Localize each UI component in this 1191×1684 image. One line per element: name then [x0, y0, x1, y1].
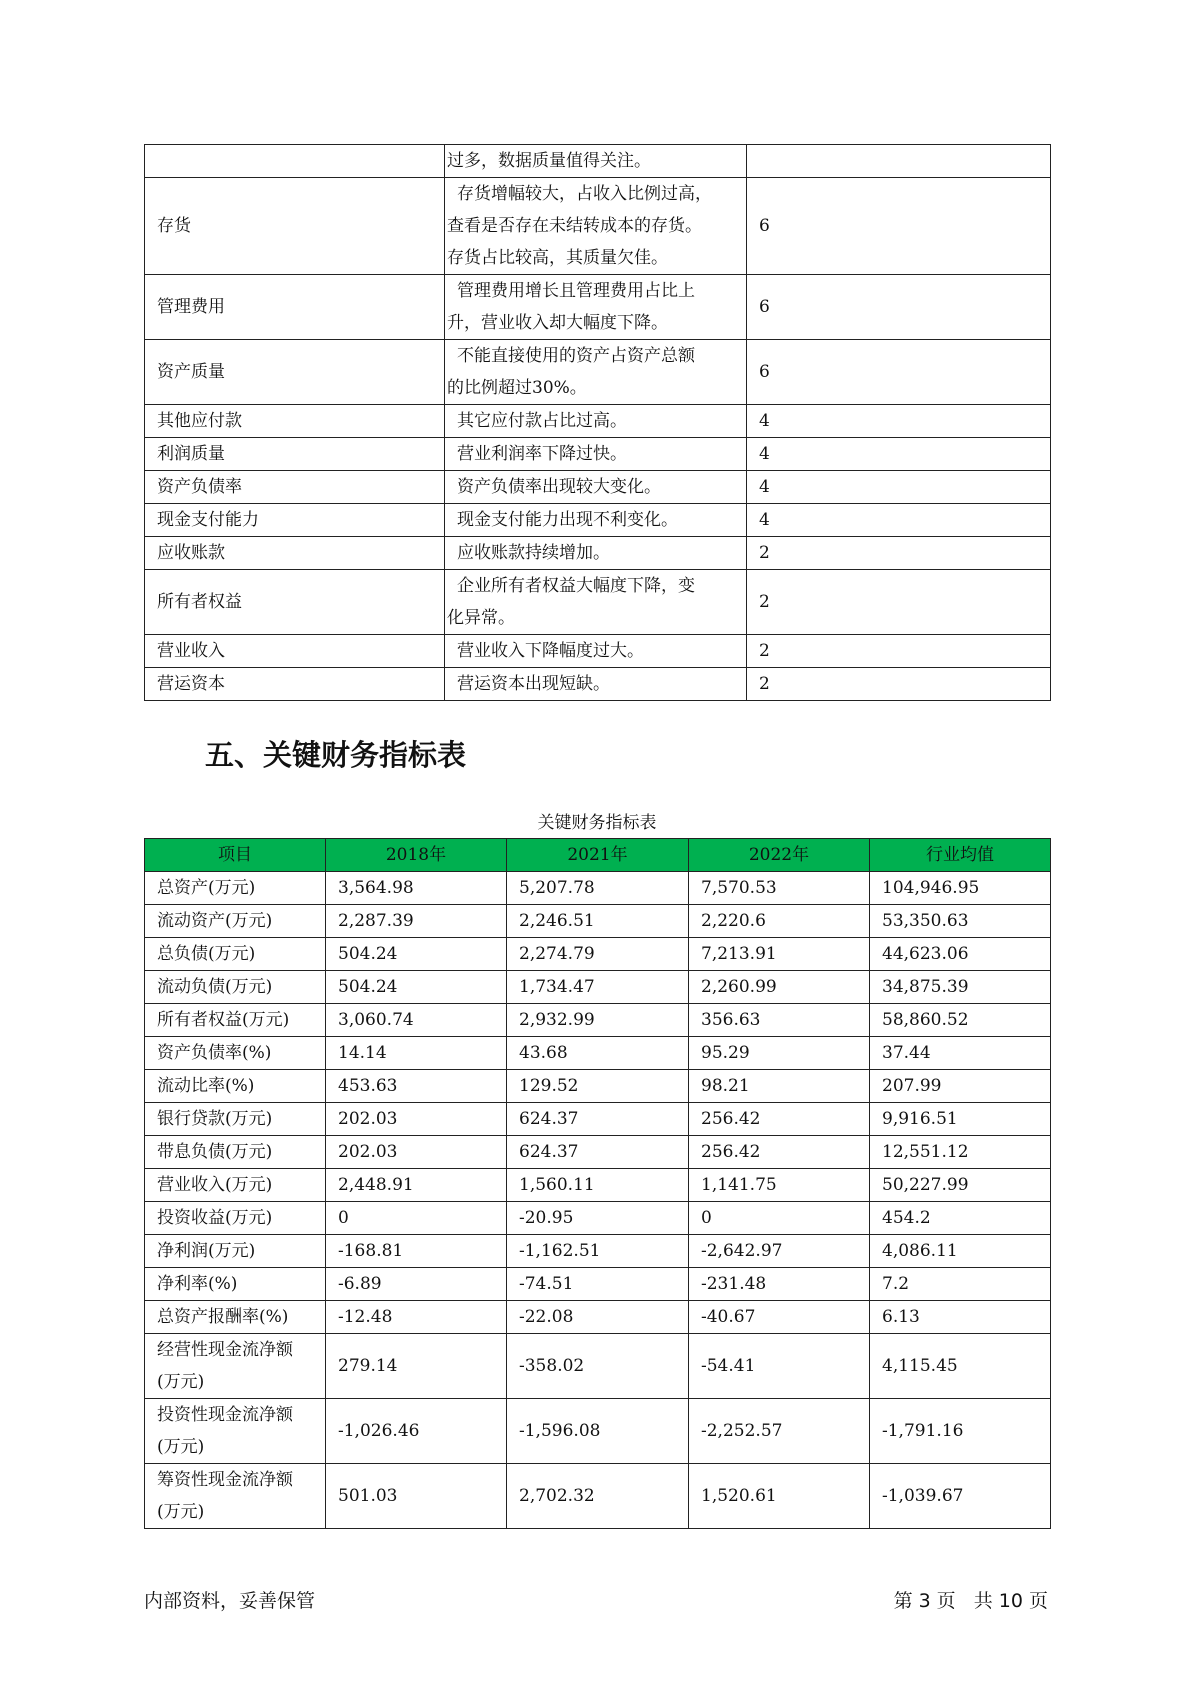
header-cell-2021: 2021年 [507, 839, 689, 872]
risk-description-line: 升，营业收入却大幅度下降。 [447, 313, 668, 333]
kpi-metric-name-cell [145, 1464, 326, 1529]
kpi-metric-name-line: (万元) [157, 1502, 205, 1522]
kpi-value-cell: 0 [689, 1202, 870, 1235]
kpi-row [145, 1103, 1051, 1136]
risk-description-line: 企业所有者权益大幅度下降，变 [457, 576, 695, 596]
kpi-metric-name-line: 净利润(万元) [157, 1241, 256, 1261]
risk-description-cell [445, 635, 747, 668]
kpi-row [145, 1399, 1051, 1464]
kpi-value-cell: 2,274.79 [507, 938, 689, 971]
kpi-row [145, 1301, 1051, 1334]
kpi-value-cell: 43.68 [507, 1037, 689, 1070]
kpi-row [145, 1136, 1051, 1169]
risk-description-cell [445, 537, 747, 570]
risk-row [145, 471, 1051, 504]
header-cell-industry-avg: 行业均值 [870, 839, 1051, 872]
kpi-metric-name-line: 带息负债(万元) [157, 1142, 273, 1162]
risk-score-cell: 6 [747, 340, 1051, 405]
kpi-metric-name-cell [145, 905, 326, 938]
kpi-value-cell: 453.63 [326, 1070, 507, 1103]
kpi-metric-name-cell [145, 971, 326, 1004]
section-title: 五、关键财务指标表 [205, 738, 467, 772]
kpi-row [145, 1004, 1051, 1037]
risk-row [145, 570, 1051, 635]
risk-description-cell [445, 668, 747, 701]
kpi-value-cell: 207.99 [870, 1070, 1051, 1103]
kpi-metric-name-line: 投资性现金流净额 [157, 1405, 293, 1425]
risk-score-cell: 4 [747, 504, 1051, 537]
kpi-value-cell: 58,860.52 [870, 1004, 1051, 1037]
kpi-value-cell: -358.02 [507, 1334, 689, 1399]
risk-description-line: 查看是否存在未结转成本的存货。 [447, 216, 702, 236]
kpi-value-cell: -1,026.46 [326, 1399, 507, 1464]
kpi-value-cell: -2,252.57 [689, 1399, 870, 1464]
kpi-metric-name-cell [145, 1301, 326, 1334]
kpi-value-cell: -40.67 [689, 1301, 870, 1334]
kpi-value-cell: 9,916.51 [870, 1103, 1051, 1136]
kpi-value-cell: 256.42 [689, 1136, 870, 1169]
kpi-metric-name-cell [145, 1235, 326, 1268]
kpi-metric-name-line: 营业收入(万元) [157, 1175, 273, 1195]
kpi-value-cell: 6.13 [870, 1301, 1051, 1334]
kpi-metric-name-line: (万元) [157, 1372, 205, 1392]
kpi-metric-name-line: 筹资性现金流净额 [157, 1470, 293, 1490]
risk-table-body [145, 145, 1051, 701]
risk-description-cell [445, 340, 747, 405]
kpi-value-cell: -1,039.67 [870, 1464, 1051, 1529]
kpi-row [145, 1070, 1051, 1103]
risk-item-cell [145, 145, 445, 178]
kpi-value-cell: -231.48 [689, 1268, 870, 1301]
risk-score-cell: 4 [747, 471, 1051, 504]
kpi-value-cell: 1,560.11 [507, 1169, 689, 1202]
kpi-metric-name-line: 总资产(万元) [157, 878, 256, 898]
kpi-row [145, 905, 1051, 938]
kpi-value-cell: 624.37 [507, 1136, 689, 1169]
kpi-value-cell: 504.24 [326, 971, 507, 1004]
risk-item-cell: 利润质量 [145, 438, 445, 471]
kpi-value-cell: 3,564.98 [326, 872, 507, 905]
kpi-value-cell: -2,642.97 [689, 1235, 870, 1268]
kpi-value-cell: 504.24 [326, 938, 507, 971]
risk-item-cell: 存货 [145, 178, 445, 275]
risk-description-cell [445, 178, 747, 275]
kpi-metric-name-line: 投资收益(万元) [157, 1208, 273, 1228]
kpi-row [145, 1202, 1051, 1235]
risk-description-cell [445, 471, 747, 504]
risk-score-cell: 2 [747, 570, 1051, 635]
kpi-value-cell: 0 [326, 1202, 507, 1235]
kpi-value-cell: 2,702.32 [507, 1464, 689, 1529]
risk-item-cell: 现金支付能力 [145, 504, 445, 537]
risk-row [145, 504, 1051, 537]
kpi-value-cell: 2,246.51 [507, 905, 689, 938]
kpi-value-cell: 129.52 [507, 1070, 689, 1103]
kpi-metric-name-line: 资产负债率(%) [157, 1043, 272, 1063]
kpi-value-cell: -1,791.16 [870, 1399, 1051, 1464]
risk-row [145, 438, 1051, 471]
risk-row [145, 668, 1051, 701]
header-cell-2022: 2022年 [689, 839, 870, 872]
risk-description-cell [445, 438, 747, 471]
kpi-value-cell: 7.2 [870, 1268, 1051, 1301]
risk-description-line: 存货增幅较大，占收入比例过高， [457, 184, 712, 204]
risk-score-cell: 4 [747, 405, 1051, 438]
kpi-value-cell: 5,207.78 [507, 872, 689, 905]
risk-description-line: 资产负债率出现较大变化。 [457, 477, 661, 497]
kpi-value-cell: -1,162.51 [507, 1235, 689, 1268]
kpi-value-cell: -54.41 [689, 1334, 870, 1399]
kpi-metric-name-line: 净利率(%) [157, 1274, 238, 1294]
risk-item-cell: 资产负债率 [145, 471, 445, 504]
risk-item-cell: 其他应付款 [145, 405, 445, 438]
kpi-metric-name-line: 流动资产(万元) [157, 911, 273, 931]
kpi-value-cell: 4,086.11 [870, 1235, 1051, 1268]
kpi-metric-name-line: 总资产报酬率(%) [157, 1307, 289, 1327]
risk-item-cell: 营业收入 [145, 635, 445, 668]
kpi-value-cell: -168.81 [326, 1235, 507, 1268]
kpi-value-cell: 4,115.45 [870, 1334, 1051, 1399]
risk-description-line: 现金支付能力出现不利变化。 [457, 510, 678, 530]
kpi-metric-name-cell [145, 1070, 326, 1103]
kpi-metric-name-cell [145, 938, 326, 971]
page-suffix: 页 [936, 1590, 956, 1612]
risk-description-line: 营运资本出现短缺。 [457, 674, 610, 694]
kpi-row [145, 938, 1051, 971]
risk-score-cell: 2 [747, 668, 1051, 701]
risk-description-cell [445, 570, 747, 635]
kpi-value-cell: -12.48 [326, 1301, 507, 1334]
risk-row [145, 405, 1051, 438]
kpi-value-cell: 501.03 [326, 1464, 507, 1529]
kpi-value-cell: 2,220.6 [689, 905, 870, 938]
risk-row [145, 635, 1051, 668]
kpi-table-head [145, 839, 1051, 872]
kpi-metric-name-cell [145, 1399, 326, 1464]
risk-row [145, 145, 1051, 178]
kpi-value-cell: 104,946.95 [870, 872, 1051, 905]
kpi-metric-name-line: (万元) [157, 1437, 205, 1457]
kpi-value-cell: 2,260.99 [689, 971, 870, 1004]
kpi-value-cell: 95.29 [689, 1037, 870, 1070]
kpi-value-cell: -20.95 [507, 1202, 689, 1235]
kpi-metric-name-cell [145, 872, 326, 905]
risk-item-cell: 应收账款 [145, 537, 445, 570]
risk-row [145, 178, 1051, 275]
risk-row [145, 537, 1051, 570]
kpi-row [145, 1268, 1051, 1301]
risk-item-cell: 所有者权益 [145, 570, 445, 635]
risk-indicator-table [144, 144, 1051, 701]
kpi-value-cell: -74.51 [507, 1268, 689, 1301]
kpi-value-cell: 53,350.63 [870, 905, 1051, 938]
kpi-value-cell: 3,060.74 [326, 1004, 507, 1037]
risk-score-cell: 2 [747, 635, 1051, 668]
risk-score-cell: 6 [747, 275, 1051, 340]
kpi-value-cell: 44,623.06 [870, 938, 1051, 971]
kpi-value-cell: 202.03 [326, 1103, 507, 1136]
total-prefix: 共 [973, 1590, 993, 1612]
kpi-value-cell: 2,448.91 [326, 1169, 507, 1202]
kpi-value-cell: -22.08 [507, 1301, 689, 1334]
risk-description-line: 过多，数据质量值得关注。 [447, 151, 651, 171]
risk-description-cell [445, 275, 747, 340]
kpi-value-cell: 1,141.75 [689, 1169, 870, 1202]
kpi-value-cell: 256.42 [689, 1103, 870, 1136]
kpi-row [145, 1169, 1051, 1202]
total-num: 10 [998, 1590, 1023, 1612]
kpi-value-cell: 12,551.12 [870, 1136, 1051, 1169]
kpi-value-cell: 2,287.39 [326, 905, 507, 938]
table-caption: 关键财务指标表 [537, 813, 657, 833]
kpi-value-cell: 14.14 [326, 1037, 507, 1070]
risk-description-line: 营业利润率下降过快。 [457, 444, 627, 464]
risk-description-line: 管理费用增长且管理费用占比上 [457, 281, 695, 301]
kpi-row [145, 1037, 1051, 1070]
kpi-value-cell: 98.21 [689, 1070, 870, 1103]
kpi-metric-name-line: 经营性现金流净额 [157, 1340, 293, 1360]
kpi-value-cell: 7,213.91 [689, 938, 870, 971]
header-cell-item: 项目 [145, 839, 326, 872]
kpi-value-cell: 2,932.99 [507, 1004, 689, 1037]
kpi-value-cell: 50,227.99 [870, 1169, 1051, 1202]
risk-score-cell: 2 [747, 537, 1051, 570]
kpi-value-cell: -6.89 [326, 1268, 507, 1301]
kpi-row [145, 1464, 1051, 1529]
risk-row [145, 275, 1051, 340]
kpi-metric-name-line: 所有者权益(万元) [157, 1010, 290, 1030]
kpi-value-cell: 279.14 [326, 1334, 507, 1399]
footer-confidential-note: 内部资料，妥善保管 [144, 1590, 316, 1612]
kpi-value-cell: 1,520.61 [689, 1464, 870, 1529]
kpi-metric-name-line: 流动负债(万元) [157, 977, 273, 997]
kpi-value-cell: 37.44 [870, 1037, 1051, 1070]
risk-score-cell: 4 [747, 438, 1051, 471]
risk-description-line: 不能直接使用的资产占资产总额 [457, 346, 695, 366]
risk-description-cell [445, 405, 747, 438]
footer-page-number [891, 1588, 1051, 1614]
kpi-table-body [145, 872, 1051, 1529]
risk-item-cell: 营运资本 [145, 668, 445, 701]
kpi-value-cell: 624.37 [507, 1103, 689, 1136]
kpi-metric-name-cell [145, 1202, 326, 1235]
kpi-metric-name-line: 总负债(万元) [157, 944, 256, 964]
risk-description-line: 其它应付款占比过高。 [457, 411, 627, 431]
page-prefix: 第 [893, 1590, 913, 1612]
risk-description-line: 的比例超过30%。 [447, 378, 587, 398]
total-suffix: 页 [1028, 1590, 1048, 1612]
kpi-value-cell: 1,734.47 [507, 971, 689, 1004]
kpi-row [145, 971, 1051, 1004]
kpi-metric-name-cell [145, 1037, 326, 1070]
header-cell-2018: 2018年 [326, 839, 507, 872]
kpi-metric-name-cell [145, 1334, 326, 1399]
kpi-value-cell: 7,570.53 [689, 872, 870, 905]
kpi-metric-name-line: 银行贷款(万元) [157, 1109, 273, 1129]
kpi-header-row [145, 839, 1051, 872]
kpi-metric-name-cell [145, 1169, 326, 1202]
kpi-value-cell: 454.2 [870, 1202, 1051, 1235]
risk-description-cell [445, 145, 747, 178]
kpi-row [145, 1334, 1051, 1399]
kpi-row [145, 872, 1051, 905]
risk-description-line: 营业收入下降幅度过大。 [457, 641, 644, 661]
page-num: 3 [918, 1590, 931, 1612]
risk-description-line: 化异常。 [447, 608, 515, 628]
risk-score-cell [747, 145, 1051, 178]
risk-description-line: 应收账款持续增加。 [457, 543, 610, 563]
kpi-metric-name-line: 流动比率(%) [157, 1076, 255, 1096]
risk-row [145, 340, 1051, 405]
kpi-metric-name-cell [145, 1103, 326, 1136]
kpi-value-cell: 34,875.39 [870, 971, 1051, 1004]
risk-score-cell: 6 [747, 178, 1051, 275]
kpi-metric-name-cell [145, 1136, 326, 1169]
kpi-value-cell: -1,596.08 [507, 1399, 689, 1464]
risk-item-cell: 资产质量 [145, 340, 445, 405]
risk-description-cell [445, 504, 747, 537]
key-financial-indicators-table [144, 838, 1051, 1529]
risk-description-line: 存货占比较高，其质量欠佳。 [447, 248, 668, 268]
kpi-row [145, 1235, 1051, 1268]
risk-item-cell: 管理费用 [145, 275, 445, 340]
kpi-value-cell: 356.63 [689, 1004, 870, 1037]
kpi-metric-name-cell [145, 1268, 326, 1301]
kpi-metric-name-cell [145, 1004, 326, 1037]
kpi-value-cell: 202.03 [326, 1136, 507, 1169]
